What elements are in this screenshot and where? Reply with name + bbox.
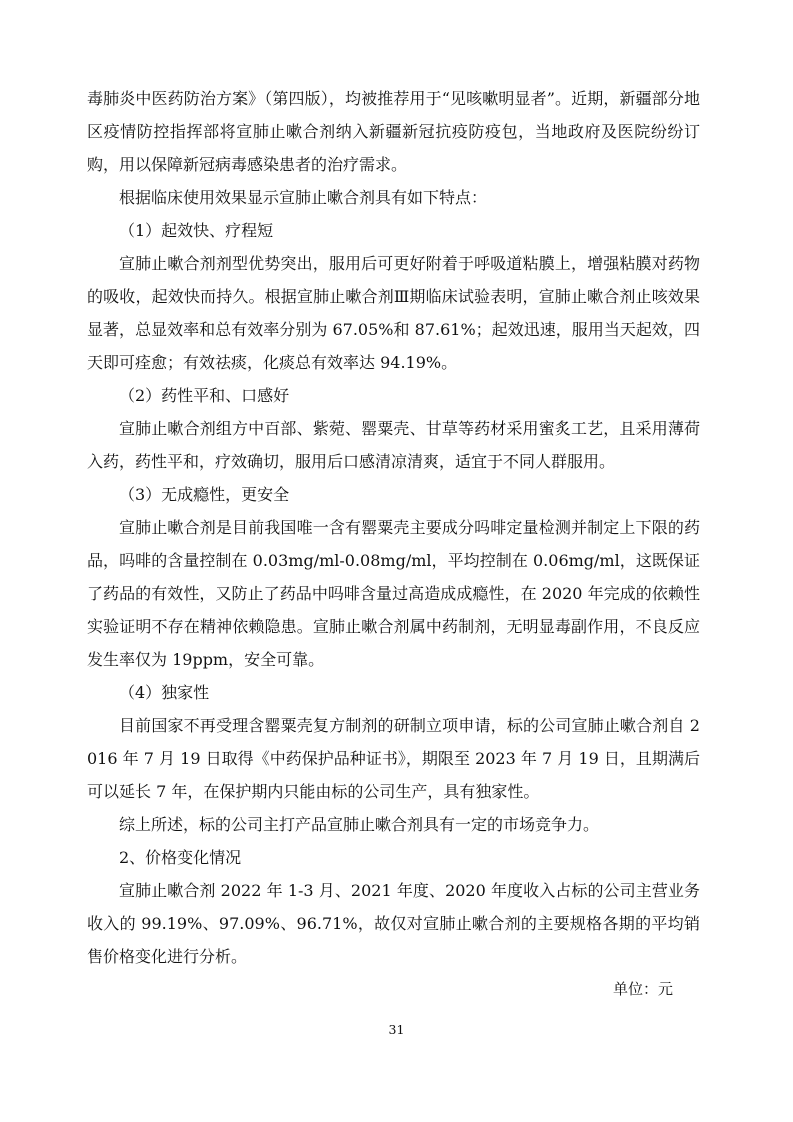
feature-1-heading: （1）起效快、疗程短 [119,221,274,240]
page-body-text [87,82,700,1006]
unit-note: 单位：元 [612,980,673,998]
feature-2-heading: （2）药性平和、口感好 [119,386,290,405]
feature-3-heading: （3）无成瘾性，更安全 [119,485,290,504]
feature-4-body: 目前国家不再受理含罂粟壳复方制剂的研制立项申请，标的公司宣肺止嗽合剂自 2016 年 7 月 19 日取得《中药保护品种证书》，期限至 2023 年 7 月 19 日，且期满后可以延长 7 年，在保护期内只能由标的公司生产，具有独家性。 [87,716,700,801]
section-2-body: 宣肺止嗽合剂 2022 年 1-3 月、2021 年度、2020 年度收入占标的公司主营业务收入的 99.19%、97.09%、96.71%，故仅对宣肺止嗽合剂的主要规格各期的平均销售价格变化进行分析。 [87,881,700,966]
section-2-heading: 2、价格变化情况 [119,848,242,867]
page-number: 31 [388,1022,405,1037]
feature-2-body: 宣肺止嗽合剂组方中百部、紫菀、罂粟壳、甘草等药材采用蜜炙工艺，且采用薄荷入药，药性平和，疗效确切，服用后口感清凉清爽，适宜于不同人群服用。 [87,419,700,471]
feature-3-body: 宣肺止嗽合剂是目前我国唯一含有罂粟壳主要成分吗啡定量检测并制定上下限的药品，吗啡的含量控制在 0.03mg/ml-0.08mg/ml，平均控制在 0.06mg/ml，这既保证了药品的有效性，又防止了药品中吗啡含量过高造成成瘾性，在 2020 年完成的依赖性实验证明不存在精神依赖隐患。宣肺止嗽合剂属中药制剂，无明显毒副作用，不良反应发生率仅为 19ppm，安全可靠。 [87,518,700,669]
feature-4-heading: （4）独家性 [119,683,210,702]
feature-list-intro: 根据临床使用效果显示宣肺止嗽合剂具有如下特点： [119,188,488,207]
feature-1-body: 宣肺止嗽合剂剂型优势突出，服用后可更好附着于呼吸道粘膜上，增强粘膜对药物的吸收，起效快而持久。根据宣肺止嗽合剂Ⅲ期临床试验表明，宣肺止嗽合剂止咳效果显著，总显效率和总有效率分别为 67.05%和 87.61%；起效迅速，服用当天起效，四天即可痊愈；有效祛痰，化痰总有效率达 94.19%。 [87,254,700,372]
paragraph-intro-continuation: 毒肺炎中医药防治方案》（第四版），均被推荐用于“见咳嗽明显者”。近期，新疆部分地区疫情防控指挥部将宣肺止嗽合剂纳入新疆新冠抗疫防疫包，当地政府及医院纷纷订购，用以保障新冠病毒感染患者的治疗需求。 [87,89,700,174]
summary-paragraph: 综上所述，标的公司主打产品宣肺止嗽合剂具有一定的市场竞争力。 [119,815,600,834]
